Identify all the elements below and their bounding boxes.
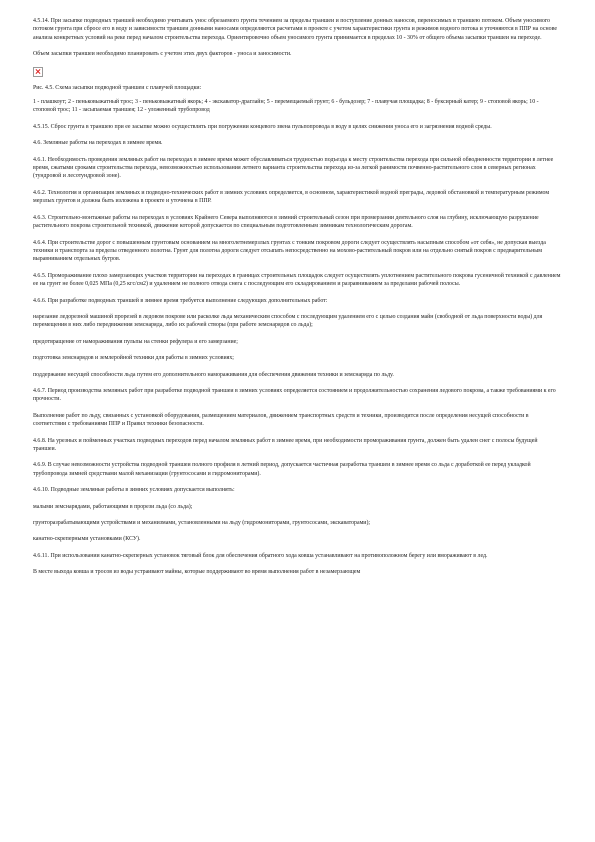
- list-item-equipment-prep: подготовка земснарядов и землеройной техники для работы в зимних условиях;: [33, 355, 234, 362]
- list-item-ice-cutting: нарезание ледорезной машиной прорезей в ледовом покрове или расколке льда механическим способом с последующим удалением его с целью создания майн (свободной от льда поверхности воды) для перемещения в них либо передвижения земснаряда, либо их рабочей створы (при работе земснарядов со льда);: [33, 313, 543, 329]
- paragraph-4-5-14: 4.5.14. При засыпке подводных траншей необходимо учитывать унос обрезаемого грунта течением за пределы траншеи и поступление донных наносов, переносимых в траншею потоком. Объем уносимого потоком грунта при сбросе его в воду и зависимости траншеи донными наносами определяются расчетами в проекте с учетом характеристики грунта и режимов водного потока и уточняются в ППР на основе анализа конкретных условий на реке перед началом строительства перехода. Ориентировочно объем уносимого грунта принимается в пределах 10 - 30% от общего объема засыпки траншеи на переходе.: [33, 18, 557, 41]
- paragraph-4-6-1: 4.6.1. Необходимость проведения земляных работ на переходах в зимнее время может обуславливаться трудностью подъезда к месту строительства перехода при сильной обводненности территории в летнее время, сжатыми сроками строительства перехода, невозможностью использования летнего варианта строительства перехода из-за легкой ранимости почвенно-растительного слоя в северных регионах (тундровой и лесотундровой зоне).: [33, 156, 554, 180]
- list-item-ice-capacity: поддержание несущей способности льда путем его дополнительного намораживания для обеспечения движения техники и земснаряда по льду.: [33, 371, 394, 378]
- list-item-ksu: канатно-скреперными установками (КСУ).: [33, 536, 141, 543]
- list-item-small-dredgers: малыми земснарядами, работающими в прорези льда (со льда);: [33, 503, 193, 510]
- paragraph-ice-works: Выполнение работ по льду, связанных с установкой оборудования, размещением материалов, движением транспортных средств и техники, производится после определения несущей способности в соответствии с требованиями ППР и Правил техники безопасности.: [33, 412, 529, 428]
- paragraph-volume-planning: Объем засыпки траншеи необходимо планировать с учетом этих двух факторов - уноса и заносимости.: [33, 51, 292, 58]
- section-heading-4-6: 4.6. Земляные работы на переходах в зимнее время.: [33, 140, 163, 147]
- paragraph-bucket-exit: В месте выхода ковша и тросов из воды устраивают майны, которые поддерживают во время выполнения работ в незамерзающем: [33, 569, 361, 576]
- paragraph-4-6-3: 4.6.3. Строительно-монтажные работы на переходах в условиях Крайнего Севера выполняются в зимний строительный сезон при промерзании деятельного слоя на глубину, исключающую разрушение растительного покрова строительной техникой, движение которой допускается по специальным подготовленным зимникам технологическим дорогам.: [33, 214, 539, 230]
- paragraph-4-6-6: 4.6.6. При разработке подводных траншей в зимнее время требуется выполнение следующих дополнительных работ:: [33, 297, 328, 304]
- figure-caption: Рис. 4.5. Схема засыпки подводной траншеи с плавучей площадки:: [33, 84, 202, 91]
- paragraph-4-5-15: 4.5.15. Сброс грунта в траншею при ее засыпке можно осуществлять при погружении концевого звена пульпопровода в воду в целях снижения уноса его и загрязнения водной среды.: [33, 123, 492, 130]
- paragraph-4-6-7: 4.6.7. Период производства земляных работ при разработке подводной траншеи в зимних условиях определяется состоянием и продолжительностью сохранения ледового покрова, а также требованиями к его прочности.: [33, 387, 556, 403]
- paragraph-4-6-11: 4.6.11. При использовании канатно-скреперных установок тяговый блок для обеспечения обратного хода ковша устанавливают на противоположном берегу или вмораживают в лед.: [33, 552, 488, 559]
- paragraph-4-6-9: 4.6.9. В случае невозможности устройства подводной траншеи полного профиля в летний период, допускается частичная разработка траншеи в зимнее время со льда с доработкой ее перед укладкой трубопровода зимней средствами малой механизации (грунтососами и гидромониторами).: [33, 462, 531, 477]
- paragraph-4-6-8: 4.6.8. На урезных и пойменных участках подводных переходов перед началом земляных работ в зимнее время, при необходимости промораживания грунта, должен быть удален снег с полосы будущей траншеи.: [33, 437, 538, 452]
- broken-image-icon: [33, 67, 43, 77]
- list-item-pulp-freezing: предотвращение от намораживания пульпы на стенки рефулера и его замерзание;: [33, 338, 238, 345]
- figure-legend: 1 - плашкоут; 2 - пеньковыжатный трос; 3 - пеньковыжатный якорь; 4 - экскаватор-драглайн; 5 - перемещаемый грунт; 6 - бульдозер; 7 - плавучая площадка; 8 - буксирный катер; 9 - стоповой якорь; 10 - стоповой трос; 11 - засыпаемая траншея; 12 - уложенный трубопровод: [33, 99, 539, 114]
- paragraph-4-6-5: 4.6.5. Промораживание плохо замерзающих участков территории на переходах в границах строительных площадок следует осуществлять уплотнением растительного покрова гусеничной техникой с давлением ее на грунт не более 0,025 МПа (0,25 кгс/см2) и удалением не полного отвода снега с последующим его складированием и разравниванием за пределами рабочей полосы.: [33, 272, 561, 288]
- list-item-ice-mounted-devices: грунторазрабатывающими устройствами и механизмами, установленными на льду (гидромониторами, грунтососами, экскаваторами);: [33, 520, 371, 527]
- paragraph-4-6-2: 4.6.2. Технология и организация земляных и подводно-технических работ в зимних условиях определяется, в основном, характеристикой водной преграды, ледовой обстановкой и температурным режимом мерзлых грунтов и должна быть изложена в проекте и уточнена в ППР.: [33, 189, 550, 205]
- paragraph-4-6-4: 4.6.4. При строительстве дорог с повышенным грунтовым основанием на многолетнемерзлых грунтах с тонким покровом дороги следует осуществлять насыпным способом «от себя», не допуская выезда техники и транспорта за пределы отведенного полотна. Грунт для полотна дороги следует отсыпать непосредственно на мохово-растительный покров или на отдельно снятый покров с предварительным выравниванием отдельных бугров.: [33, 239, 546, 263]
- paragraph-4-6-10: 4.6.10. Подводные земляные работы в зимних условиях допускается выполнять:: [33, 487, 235, 494]
